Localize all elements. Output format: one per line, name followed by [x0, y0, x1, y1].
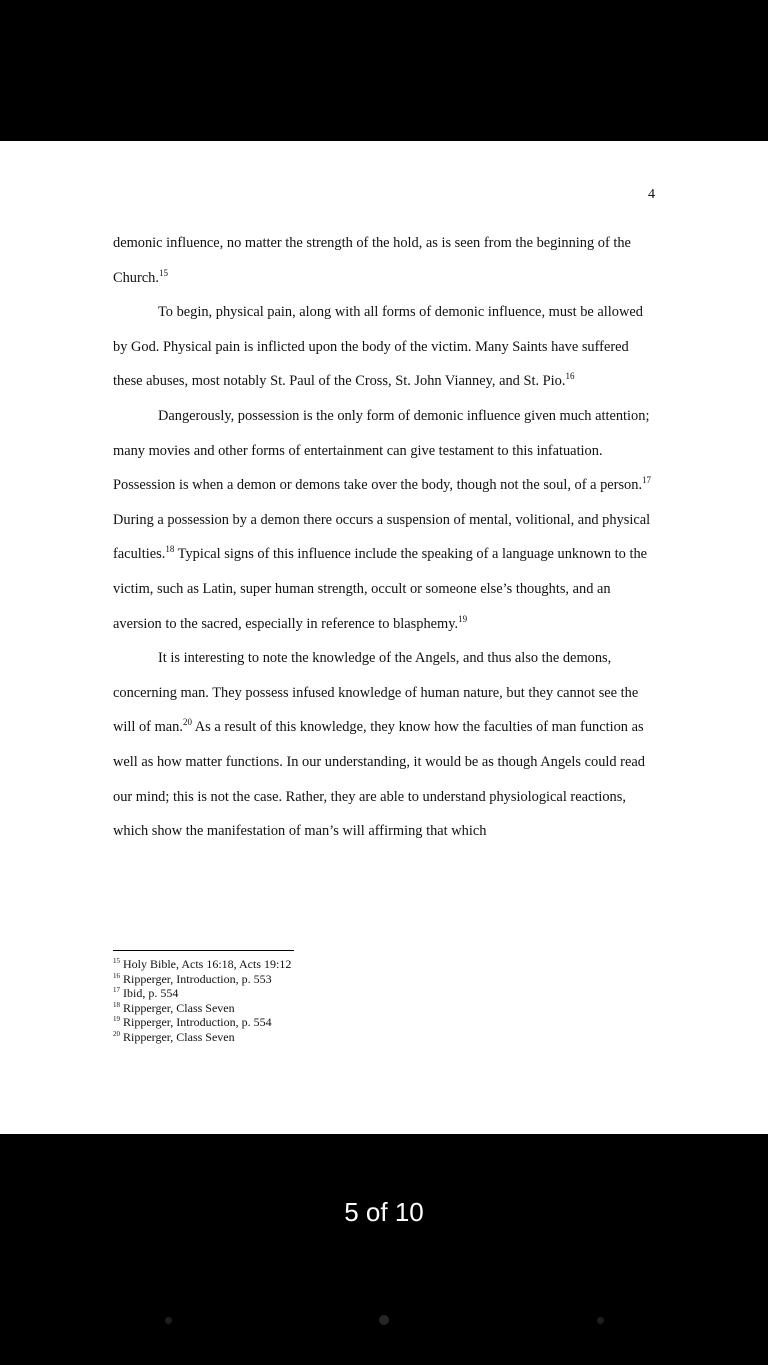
footnote-ref: 20 — [182, 717, 192, 728]
page-indicator: 5 of 10 — [344, 1197, 424, 1227]
footnote-number: 16 — [113, 971, 120, 980]
footnote-number: 15 — [113, 957, 120, 965]
footnote-text: Holy Bible, Acts 16:18, Acts 19:12 — [123, 957, 292, 971]
footnote-number: 17 — [113, 986, 120, 994]
paragraph — [113, 226, 658, 295]
paragraph — [113, 295, 658, 399]
footnote — [113, 972, 291, 987]
paragraph-text: Dangerously, possession is the only form of demonic influence given much attention; many movies and other forms of entertainment can give testament to this infatuation. Possession is when a demon or demons take over the body, though not the soul, of a person. — [113, 407, 650, 494]
footnote-number: 20 — [113, 1029, 120, 1038]
footnote-number: 18 — [113, 1000, 120, 1009]
paragraph — [113, 641, 658, 849]
footnote-divider — [113, 950, 294, 951]
footnote-ref: 17 — [642, 475, 652, 486]
paragraph-text: Typical signs of this influence include the speaking of a language unknown to the victim, such as Latin, super human strength, occult or someone else’s thoughts, and an aversion to the sacred, especially in reference to blasphemy. — [113, 546, 648, 632]
paragraph-text: demonic influence, no matter the strength of the hold, as is seen from the beginning of the Church. — [113, 235, 631, 286]
footnote — [113, 1015, 291, 1030]
nav-back-button[interactable] — [165, 1317, 172, 1324]
footnote-ref: 19 — [458, 613, 468, 624]
paragraph-text: As a result of this knowledge, they know how the faculties of man function as well as how matter functions. In our understanding, it would be as though Angels could read our mind; this is not the case. Rather, they are able to understand physiological reactions, which show the manifestation of man’s will affirming that which — [113, 719, 645, 840]
footnote — [113, 1030, 291, 1045]
footnote — [113, 1001, 291, 1016]
footnote-text: Ibid, p. 554 — [123, 986, 179, 1000]
body-text — [113, 226, 658, 849]
paragraph-text: To begin, physical pain, along with all forms of demonic influence, must be allowed by God. Physical pain is inflicted upon the body of the victim. Many Saints have suffered these abuses, most notably St. Paul of the Cross, St. John Vianney, and St. Pio. — [113, 304, 643, 390]
footnote — [113, 986, 291, 1001]
footnote-text: Ripperger, Class Seven — [123, 1029, 235, 1044]
document-page[interactable] — [0, 141, 768, 1134]
footnote-text: Ripperger, Introduction, p. 554 — [123, 1015, 272, 1029]
nav-home-button[interactable] — [379, 1315, 389, 1325]
footnote-ref: 16 — [565, 371, 575, 382]
footnote-ref: 18 — [165, 544, 175, 555]
footnote-text: Ripperger, Introduction, p. 553 — [123, 971, 272, 986]
paragraph — [113, 399, 658, 641]
viewer-top-bar — [0, 0, 768, 141]
footnote-text: Ripperger, Class Seven — [123, 1000, 235, 1015]
footnote — [113, 957, 291, 972]
paragraph-text: It is interesting to note the knowledge of the Angels, and thus also the demons, concerning man. They possess infused knowledge of human nature, but they cannot see the will of man. — [113, 650, 639, 736]
page-number: 4 — [648, 187, 655, 202]
footnotes — [113, 957, 291, 1044]
paragraph-text: During a possession by a demon there occurs a suspension of mental, volitional, and physical faculties. — [113, 511, 651, 563]
nav-recents-button[interactable] — [597, 1317, 604, 1324]
footnote-ref: 15 — [158, 267, 168, 278]
footnote-number: 19 — [113, 1015, 120, 1023]
viewer-bottom-bar — [0, 1134, 768, 1365]
